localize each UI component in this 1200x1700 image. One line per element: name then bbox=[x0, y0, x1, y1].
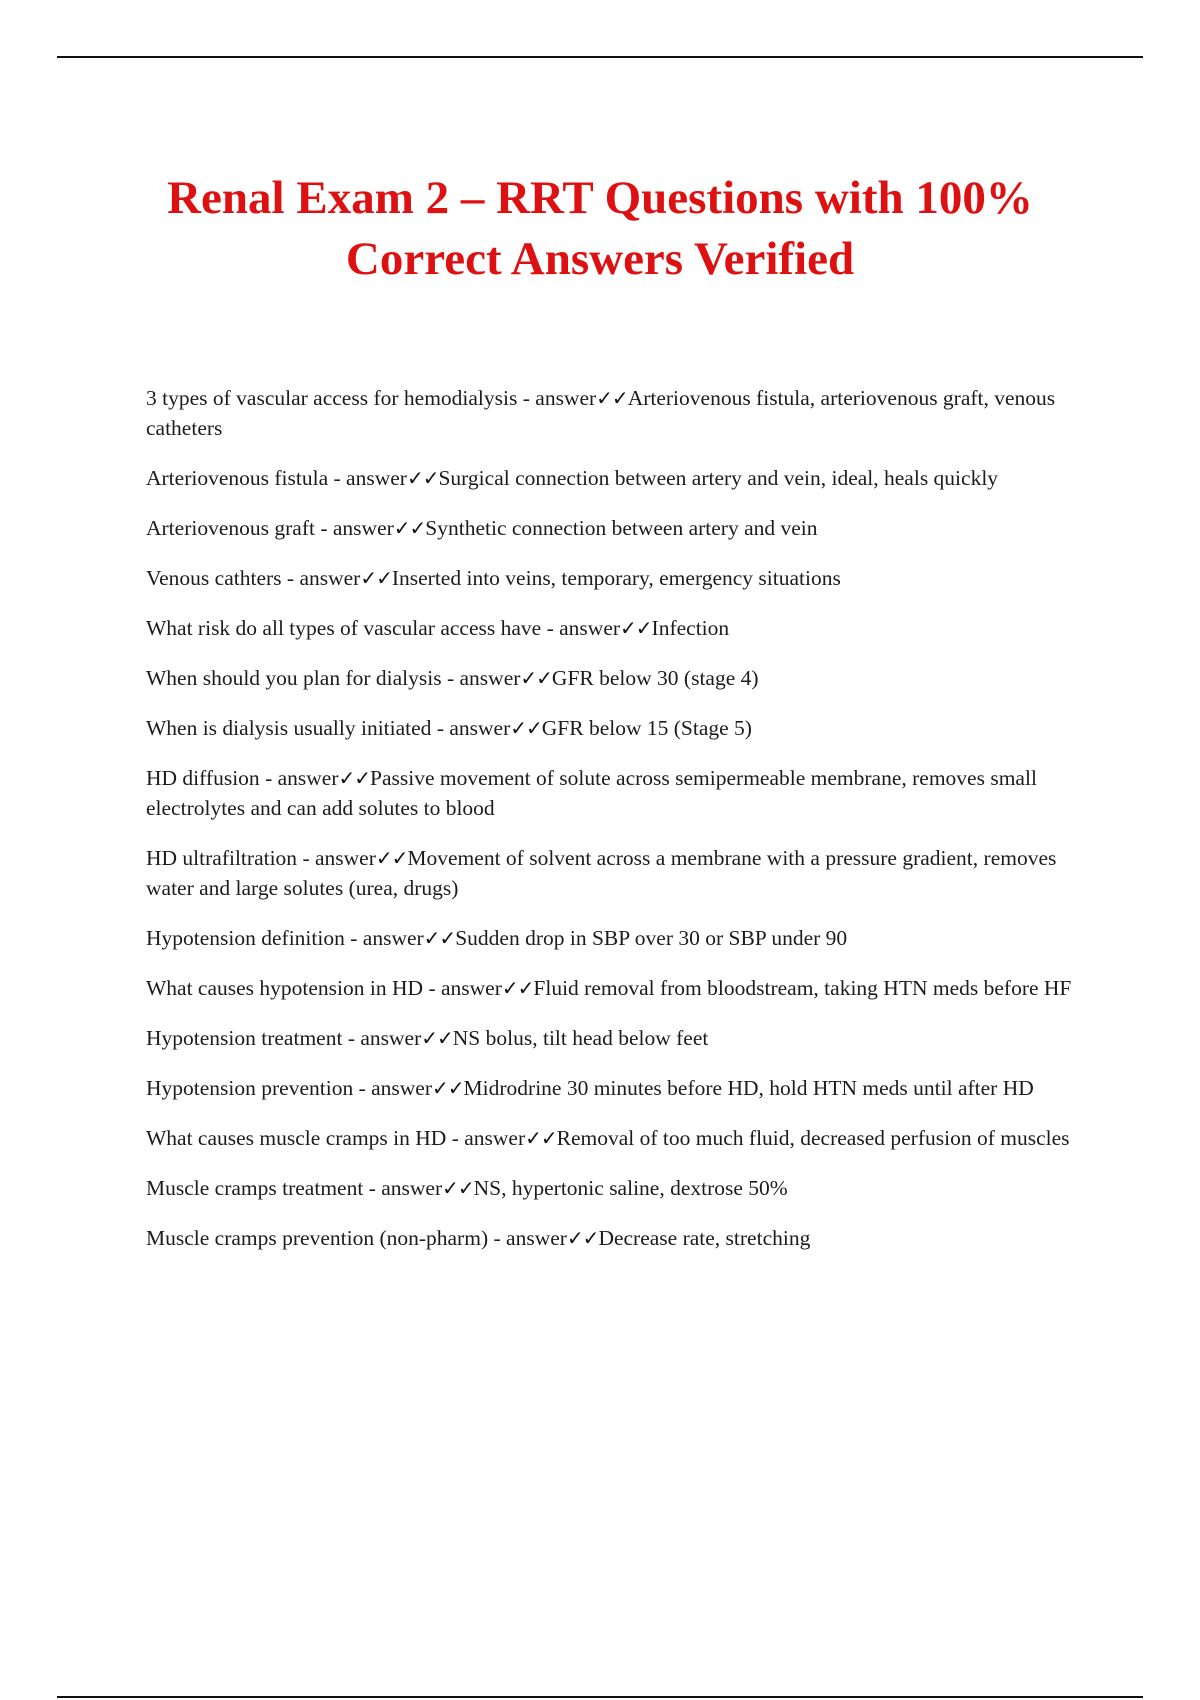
separator: - bbox=[342, 1026, 361, 1050]
question-text: What risk do all types of vascular access have bbox=[146, 616, 542, 640]
qa-item bbox=[146, 713, 1096, 743]
document-title: Renal Exam 2 – RRT Questions with 100% Correct Answers Verified bbox=[167, 172, 1033, 285]
qa-list bbox=[146, 383, 1096, 1273]
double-check-icon: ✓✓ bbox=[406, 466, 439, 490]
answer-label: answer bbox=[360, 1026, 422, 1050]
double-check-icon: ✓✓ bbox=[393, 516, 426, 540]
double-check-icon: ✓✓ bbox=[620, 616, 652, 640]
answer-label: answer bbox=[535, 386, 597, 410]
question-text: Hypotension prevention bbox=[146, 1076, 354, 1100]
separator: - bbox=[363, 1176, 382, 1200]
answer-text: Decrease rate, stretching bbox=[598, 1226, 811, 1250]
separator: - bbox=[423, 976, 441, 1000]
qa-item bbox=[146, 663, 1096, 693]
answer-label: answer bbox=[381, 1176, 443, 1200]
answer-label: answer bbox=[346, 466, 407, 490]
qa-item bbox=[146, 1023, 1096, 1053]
separator: - bbox=[281, 566, 300, 590]
qa-item bbox=[146, 383, 1096, 443]
bottom-rule bbox=[57, 1696, 1143, 1698]
answer-text: Inserted into veins, temporary, emergency situations bbox=[391, 566, 841, 590]
qa-item bbox=[146, 1123, 1096, 1153]
answer-text: Sudden drop in SBP over 30 or SBP under 90 bbox=[455, 926, 848, 950]
separator: - bbox=[344, 926, 363, 950]
answer-label: answer bbox=[314, 846, 376, 870]
separator: - bbox=[259, 766, 278, 790]
question-text: HD ultrafiltration bbox=[146, 846, 298, 870]
qa-item bbox=[146, 463, 1096, 493]
answer-text: Surgical connection between artery and vein, ideal, heals quickly bbox=[438, 466, 999, 490]
answer-label: answer bbox=[506, 1226, 567, 1250]
qa-item bbox=[146, 763, 1096, 823]
answer-text: GFR below 30 (stage 4) bbox=[551, 666, 759, 690]
separator: - bbox=[328, 466, 347, 490]
answer-label: answer bbox=[362, 926, 424, 950]
qa-item bbox=[146, 1223, 1096, 1253]
answer-text: NS, hypertonic saline, dextrose 50% bbox=[473, 1176, 788, 1200]
answer-text: Passive movement of solute across semipermeable membrane, removes small electrolytes and can add solutes to blood bbox=[146, 766, 1037, 820]
qa-item bbox=[146, 513, 1096, 543]
double-check-icon: ✓✓ bbox=[510, 716, 542, 740]
question-text: Muscle cramps prevention (non-pharm) bbox=[146, 1226, 489, 1250]
separator: - bbox=[431, 716, 450, 740]
answer-label: answer bbox=[440, 976, 502, 1000]
separator: - bbox=[314, 516, 333, 540]
answer-text: Movement of solvent across a membrane with a pressure gradient, removes water and large solutes (urea, drugs) bbox=[146, 846, 1057, 900]
double-check-icon: ✓✓ bbox=[501, 976, 534, 1000]
double-check-icon: ✓✓ bbox=[596, 386, 628, 410]
qa-item bbox=[146, 563, 1096, 593]
question-text: Hypotension definition bbox=[146, 926, 345, 950]
qa-item bbox=[146, 843, 1096, 903]
double-check-icon: ✓✓ bbox=[360, 566, 392, 590]
answer-label: answer bbox=[299, 566, 361, 590]
answer-label: answer bbox=[459, 666, 521, 690]
question-text: When is dialysis usually initiated bbox=[146, 716, 432, 740]
answer-label: answer bbox=[277, 766, 339, 790]
question-text: Arteriovenous fistula bbox=[146, 466, 329, 490]
answer-label: answer bbox=[559, 616, 621, 640]
answer-text: Synthetic connection between artery and vein bbox=[425, 516, 818, 540]
question-text: Arteriovenous graft bbox=[146, 516, 315, 540]
qa-item bbox=[146, 613, 1096, 643]
answer-text: Fluid removal from bloodstream, taking HTN meds before HF bbox=[533, 976, 1072, 1000]
top-rule bbox=[57, 56, 1143, 58]
separator: - bbox=[353, 1076, 372, 1100]
answer-label: answer bbox=[371, 1076, 433, 1100]
question-text: Venous cathters bbox=[146, 566, 282, 590]
question-text: What causes muscle cramps in HD bbox=[146, 1126, 447, 1150]
separator: - bbox=[517, 386, 536, 410]
answer-text: Removal of too much fluid, decreased perfusion of muscles bbox=[556, 1126, 1070, 1150]
double-check-icon: ✓✓ bbox=[338, 766, 371, 790]
answer-text: GFR below 15 (Stage 5) bbox=[541, 716, 752, 740]
answer-text: Infection bbox=[651, 616, 730, 640]
question-text: Hypotension treatment bbox=[146, 1026, 343, 1050]
answer-text: NS bolus, tilt head below feet bbox=[452, 1026, 709, 1050]
answer-text: Arteriovenous fistula, arteriovenous graft, venous catheters bbox=[146, 386, 1056, 440]
separator: - bbox=[541, 616, 560, 640]
question-text: When should you plan for dialysis bbox=[146, 666, 442, 690]
separator: - bbox=[441, 666, 460, 690]
separator: - bbox=[488, 1226, 507, 1250]
double-check-icon: ✓✓ bbox=[421, 1026, 453, 1050]
answer-label: answer bbox=[332, 516, 394, 540]
double-check-icon: ✓✓ bbox=[566, 1226, 599, 1250]
question-text: What causes hypotension in HD bbox=[146, 976, 424, 1000]
double-check-icon: ✓✓ bbox=[442, 1176, 474, 1200]
double-check-icon: ✓✓ bbox=[432, 1076, 464, 1100]
qa-item bbox=[146, 923, 1096, 953]
answer-label: answer bbox=[464, 1126, 526, 1150]
question-text: Muscle cramps treatment bbox=[146, 1176, 364, 1200]
double-check-icon: ✓✓ bbox=[375, 846, 408, 870]
qa-item bbox=[146, 973, 1096, 1003]
double-check-icon: ✓✓ bbox=[520, 666, 552, 690]
answer-text: Midrodrine 30 minutes before HD, hold HTN meds until after HD bbox=[463, 1076, 1034, 1100]
answer-label: answer bbox=[449, 716, 511, 740]
separator: - bbox=[446, 1126, 465, 1150]
qa-item bbox=[146, 1173, 1096, 1203]
question-text: 3 types of vascular access for hemodialysis bbox=[146, 386, 518, 410]
double-check-icon: ✓✓ bbox=[525, 1126, 557, 1150]
double-check-icon: ✓✓ bbox=[423, 926, 456, 950]
question-text: HD diffusion bbox=[146, 766, 260, 790]
separator: - bbox=[297, 846, 315, 870]
qa-item bbox=[146, 1073, 1096, 1103]
